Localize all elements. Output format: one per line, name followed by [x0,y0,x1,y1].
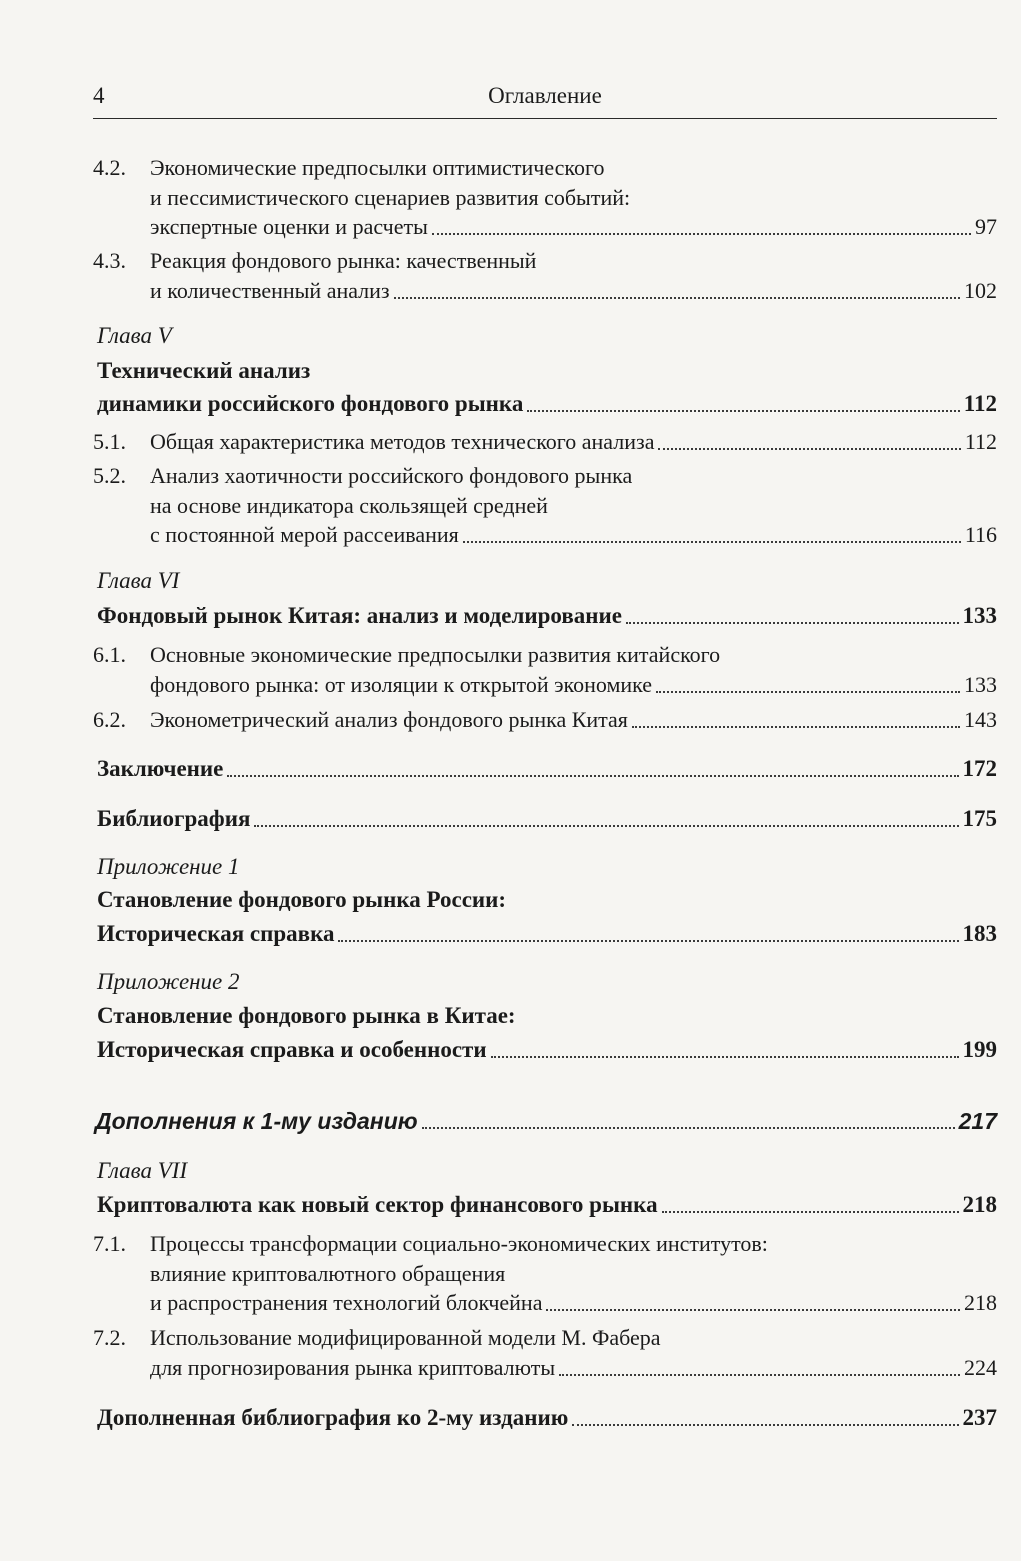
dot-leader [422,1126,955,1129]
page-ref: 218 [962,1192,997,1217]
dot-leader [491,1055,959,1058]
chapter-title-line: динамики российского фондового рынка [97,391,524,416]
toc-entry-6-2 [93,705,997,735]
section-title-line: и количественный анализ [150,278,390,303]
section-number: 6.1. [93,642,126,667]
dot-leader [227,774,958,777]
toc-leader-line [150,520,997,550]
section-title-line: и пессимистического сценариев развития событий: [150,185,631,210]
page-ref: 224 [964,1355,997,1380]
toc-leader-line [150,670,997,700]
appendix-label: Приложение 1 [97,854,240,879]
section-number: 5.2. [93,463,126,488]
chapter-title-line: Фондовый рынок Китая: анализ и моделирование [97,603,622,628]
appendix-title-line: Историческая справка [97,921,335,946]
section-number: 4.3. [93,248,126,273]
section-title-line: Процессы трансформации социально-экономических институтов: [150,1231,768,1256]
section-number: 6.2. [93,707,126,732]
section-number: 7.1. [93,1231,126,1256]
toc-entry-conclusion [97,754,997,784]
toc-entry-5-2 [93,461,997,491]
toc-entry-chapter-5 [97,389,997,419]
dot-leader [658,447,960,450]
appendix-title-line: Становление фондового рынка в Китае: [97,1003,516,1028]
section-number: 5.1. [93,429,126,454]
dot-leader [559,1373,960,1376]
toc-leader-line [150,1288,997,1318]
section-title-line: и распространения технологий блокчейна [150,1290,543,1315]
section-title-line: для прогнозирования рынка криптовалюты [150,1355,556,1380]
page-ref: 143 [964,707,997,732]
section-title-line: Анализ хаотичности российского фондового рынка [150,463,633,488]
toc-entry-4-3 [93,246,997,276]
toc-entry-chapter-6 [97,601,997,631]
chapter-title-line: Технический анализ [97,358,311,383]
section-title-line: Основные экономические предпосылки развития китайского [150,642,721,667]
appendix-title-line: Историческая справка и особенности [97,1037,487,1062]
dot-leader [394,296,960,299]
page-ref: 175 [962,806,997,831]
chapter-label: Глава V [97,323,172,348]
page-ref: 97 [975,214,997,239]
page-ref: 183 [962,921,997,946]
dot-leader [632,725,960,728]
section-title-line: влияние криптовалютного обращения [150,1261,506,1286]
toc-entry-chapter-7 [97,1190,997,1220]
chapter-label: Глава VI [97,568,180,593]
dot-leader [572,1423,958,1426]
toc-leader-line [150,1353,997,1383]
page-title: Оглавление [488,83,602,108]
page-header [93,80,997,119]
page-ref: 237 [962,1405,997,1430]
toc-entry-7-2 [93,1323,997,1353]
entry-title: Заключение [97,756,224,781]
page-ref: 172 [962,756,997,781]
toc-leader-line [150,212,997,242]
section-title-line: Использование модифицированной модели М. Фабера [150,1325,661,1350]
appendix-title-line: Становление фондового рынка России: [97,887,507,912]
appendix-label: Приложение 2 [97,969,240,994]
toc-entry-4-2 [93,153,997,183]
dot-leader [338,939,958,942]
dot-leader [546,1308,960,1311]
section-title-line: с постоянной мерой рассеивания [150,522,459,547]
entry-title: Дополненная библиография ко 2-му изданию [97,1405,569,1430]
page-ref: 199 [962,1037,997,1062]
page-ref: 133 [964,672,997,697]
dot-leader [656,690,960,693]
dot-leader [626,621,959,624]
chapter-title-line: Криптовалюта как новый сектор финансового рынка [97,1192,658,1217]
toc-entry-appendix-2 [97,1035,997,1065]
dot-leader [662,1210,959,1213]
toc-entry-7-1 [93,1229,997,1259]
section-title-line: Реакция фондового рынка: качественный [150,248,537,273]
page-ref: 133 [962,603,997,628]
page-ref: 116 [964,522,997,547]
section-title-line [150,183,997,213]
section-number: 4.2. [93,155,126,180]
toc-entry-extended-bibliography [97,1403,997,1433]
dot-leader [463,540,961,543]
page-ref: 112 [963,391,997,416]
dot-leader [254,824,958,827]
section-title-line: Общая характеристика методов технического анализа [150,429,655,454]
section-number: 7.2. [93,1325,126,1350]
section-title-line: Экономические предпосылки оптимистического [150,155,605,180]
section-title-line [150,491,997,521]
page-ref: 217 [958,1108,997,1134]
toc-entry-6-1 [93,640,997,670]
entry-title: Библиография [97,806,251,831]
dot-leader [432,232,971,235]
toc-entry-5-1 [93,427,997,457]
section-title-line: на основе индикатора скользящей средней [150,493,548,518]
page-ref: 112 [964,429,997,454]
section-title-line: экспертные оценки и расчеты [150,214,428,239]
page-ref: 218 [964,1290,997,1315]
section-title-line: Эконометрический анализ фондового рынка Китая [150,707,628,732]
section-title-line: фондового рынка: от изоляции к открытой экономике [150,672,653,697]
toc-entry-appendix-1 [97,919,997,949]
page-ref: 102 [964,278,997,303]
toc-entry-bibliography [97,804,997,834]
dot-leader [527,409,959,412]
chapter-label: Глава VII [97,1158,188,1183]
toc-leader-line [150,276,997,306]
entry-title: Дополнения к 1-му изданию [95,1108,418,1134]
page-number: 4 [93,83,105,108]
section-title-line [150,1259,997,1289]
toc-entry-additions [95,1106,997,1136]
